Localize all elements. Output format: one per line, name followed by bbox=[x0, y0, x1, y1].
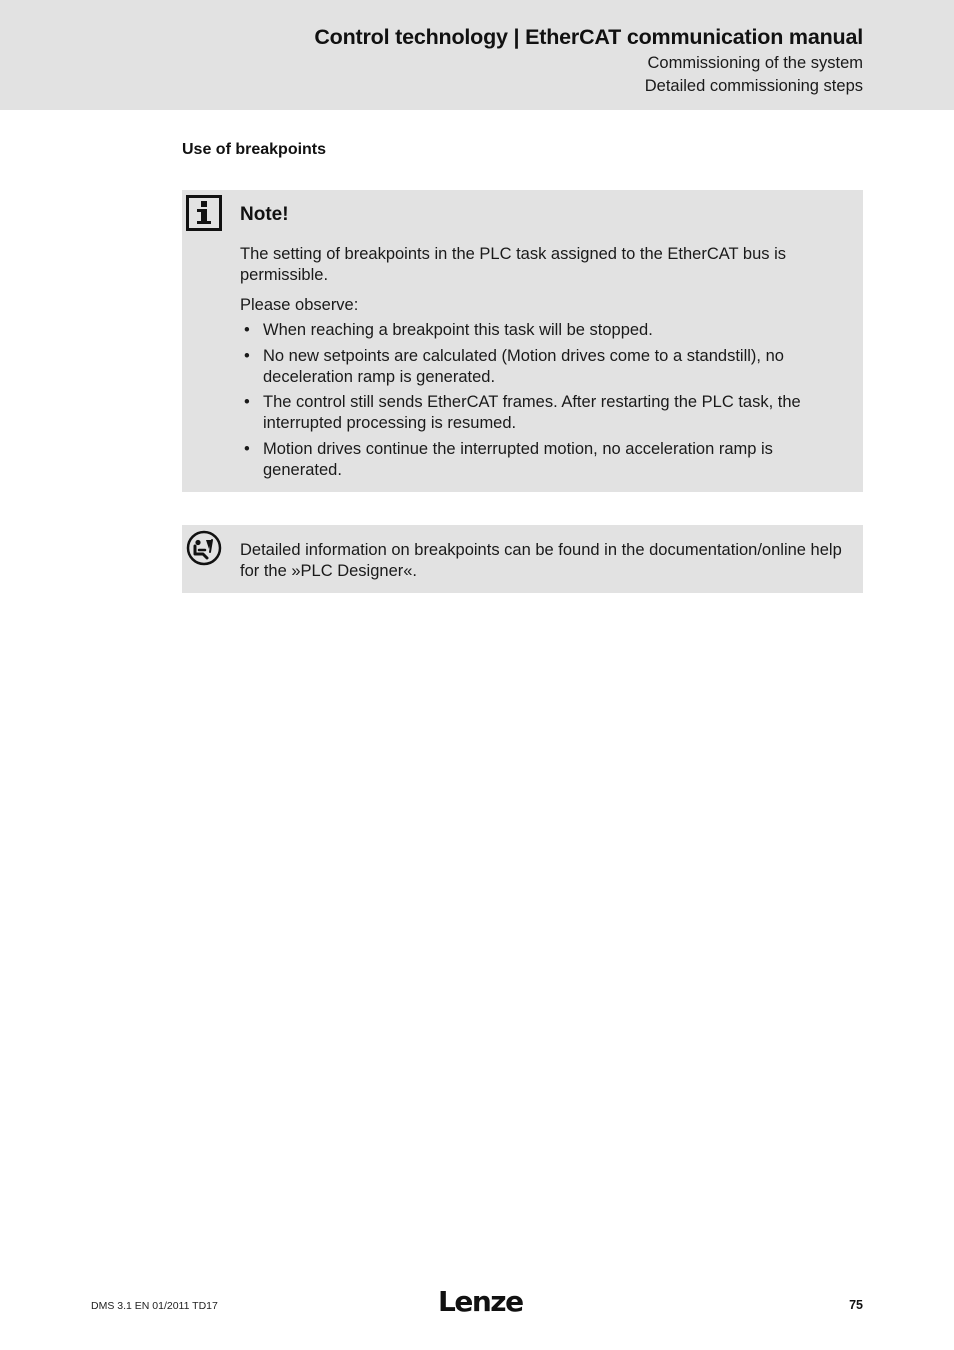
note-list bbox=[240, 320, 840, 485]
manual-title: Control technology | EtherCAT communication manual bbox=[314, 25, 863, 49]
section-heading: Use of breakpoints bbox=[182, 141, 327, 158]
note-box bbox=[182, 190, 863, 492]
page-header bbox=[0, 0, 954, 110]
list-item bbox=[240, 439, 840, 481]
tip-icon bbox=[186, 530, 222, 566]
list-item bbox=[240, 392, 840, 434]
page-number: 75 bbox=[849, 1298, 863, 1312]
chapter-title: Commissioning of the system bbox=[647, 54, 863, 72]
note-paragraph: The setting of breakpoints in the PLC task assigned to the EtherCAT bus is permissible. bbox=[240, 245, 787, 284]
list-item-text: When reaching a breakpoint this task will be stopped. bbox=[263, 321, 653, 339]
bullet: • bbox=[244, 321, 250, 339]
list-item bbox=[240, 320, 840, 341]
info-icon bbox=[186, 195, 222, 231]
document-id: DMS 3.1 EN 01/2011 TD17 bbox=[91, 1300, 218, 1312]
note-title: Note! bbox=[240, 204, 289, 225]
bullet: • bbox=[244, 439, 250, 458]
bullet: • bbox=[244, 346, 250, 365]
lenze-logo: Lenze bbox=[438, 1285, 523, 1318]
tip-box bbox=[182, 525, 863, 593]
list-item bbox=[240, 346, 840, 388]
list-item-text: The control still sends EtherCAT frames. After restarting the PLC task, the interrupted processing is resumed. bbox=[263, 393, 801, 432]
tip-text: Detailed information on breakpoints can be found in the documentation/online help for the »PLC Designer«. bbox=[240, 541, 842, 580]
list-item-text: Motion drives continue the interrupted motion, no acceleration ramp is generated. bbox=[263, 439, 773, 479]
list-item-text: No new setpoints are calculated (Motion drives come to a standstill), no deceleration ramp is generated. bbox=[263, 346, 784, 386]
section-title: Detailed commissioning steps bbox=[644, 77, 863, 95]
note-intro: Please observe: bbox=[240, 296, 359, 314]
bullet: • bbox=[244, 393, 250, 411]
